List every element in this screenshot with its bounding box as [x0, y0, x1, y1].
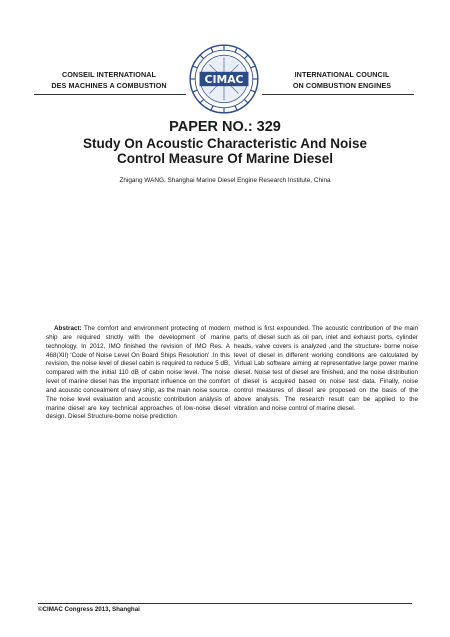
right-header-rule — [262, 94, 414, 95]
footer-rule — [38, 603, 412, 604]
right-org-line-1: INTERNATIONAL COUNCIL — [294, 70, 390, 79]
left-org-line-2: DES MACHINES A COMBUSTION — [51, 80, 167, 90]
footer-copyright: ©CIMAC Congress 2013, Shanghai — [38, 606, 140, 613]
abstract-text-left: The comfort and environment protecting of modern ship are required strictly with the development of marine technology. In 2012, IMO finished the revision of IMO Res. A 468(XII) 'Code of Noise Level On Board Ships Resolution' .In this revision, the noise level of diesel cabin is required to reduce 5 dB, compared with the initial 110 dB of cabin noise level. The noise level of marine diesel has the important influence on the comfort and acoustic concealment of navy ship, as the main noise source. The noise level evaluation and acoustic contribution analysis of marine diesel are key technical approaches of low-noise diesel design. Diesel Structure-borne noise prediction — [46, 325, 230, 421]
abstract-right-column — [234, 325, 418, 413]
author-line: Zhigang WANG, Shanghai Marine Diesel Engine Research Institute, China — [119, 177, 331, 184]
abstract-label: Abstract: — [54, 325, 82, 332]
title-line-1: Study On Acoustic Characteristic And Noise — [82, 136, 368, 151]
abstract-text-right: method is first expounded. The acoustic contribution of the main parts of diesel such as oil pan, inlet and exhaust ports, cylinder heads, valve covers is analyzed ,and the structure- borne noise level of diesel in different working conditions are calculated by Virtual Lab software aiming at representative large power marine diesel. Noise test of diesel are finished, and the noise distribution of diesel is acquired based on noise test data. Finally, noise control measures of diesel are proposed on the basis of the above analysis. The research result can be applied to the vibration and noise control of marine diesel. — [234, 325, 418, 412]
right-org-line-2: ON COMBUSTION ENGINES — [292, 80, 392, 90]
abstract-left-column — [46, 325, 230, 422]
cimac-logo — [188, 43, 260, 115]
left-org-line-1: CONSEIL INTERNATIONAL — [61, 70, 157, 79]
paper-number: PAPER NO.: 329 — [169, 119, 281, 135]
left-header-rule — [34, 94, 186, 95]
logo-wordmark: CIMAC — [204, 72, 244, 86]
title-line-2: Control Measure Of Marine Diesel — [116, 150, 334, 166]
right-organization-name — [267, 70, 417, 91]
left-organization-name — [34, 70, 184, 91]
paper-title — [30, 137, 420, 166]
